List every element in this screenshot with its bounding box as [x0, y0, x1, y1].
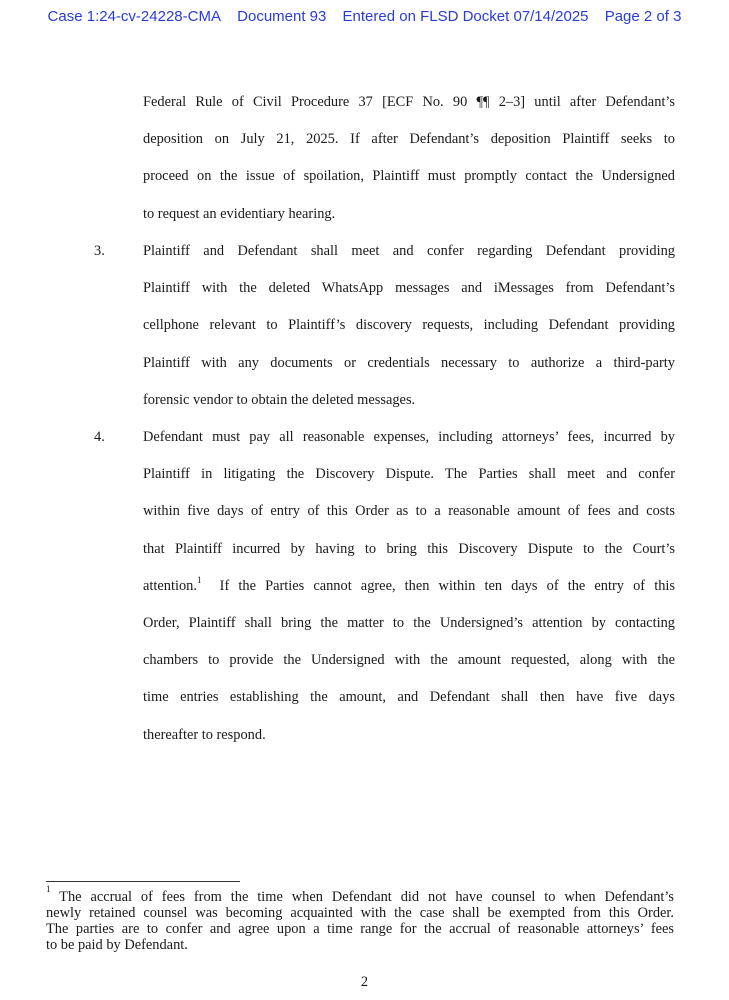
footnote-text: The accrual of fees from the time when Defendant did not have counsel to when Defendant’s [50, 889, 674, 905]
footnote-line: newly retained counsel was becoming acquainted with the case shall be exempted from this Order. [46, 905, 674, 921]
text-line: Plaintiff with any documents or credentials necessary to authorize a third-party [143, 354, 675, 371]
document-number: Document 93 [237, 8, 327, 25]
text-line: cellphone relevant to Plaintiff’s discovery requests, including Defendant providing [143, 317, 675, 334]
paragraph-3 [143, 233, 675, 419]
text-line: Federal Rule of Civil Procedure 37 [ECF No. 90 ¶¶ 2–3] until after Defendant’s [143, 94, 675, 110]
text-line: chambers to provide the Undersigned with the amount requested, along with the [143, 652, 675, 669]
footnote-marker: 1 [46, 884, 51, 895]
text-line-with-footnote [143, 568, 675, 605]
docket-entry: Entered on FLSD Docket 07/14/2025 [342, 8, 589, 25]
text-line: that Plaintiff incurred by having to bring this Discovery Dispute to the Court’s [143, 540, 675, 557]
text-line: within five days of entry of this Order as to a reasonable amount of fees and costs [143, 503, 675, 520]
text-line: thereafter to respond. [143, 726, 266, 743]
footnote-divider [46, 881, 240, 882]
footnote-line [46, 884, 674, 905]
case-number: Case 1:24-cv-24228-CMA [47, 8, 221, 25]
continuation-paragraph [143, 84, 675, 233]
paragraph-3-number: 3. [94, 243, 105, 259]
text-line: forensic vendor to obtain the deleted messages. [143, 391, 416, 408]
text-line: time entries establishing the amount, and Defendant shall then have five days [143, 689, 675, 706]
text-line: Order, Plaintiff shall bring the matter to the Undersigned’s attention by contacting [143, 614, 675, 631]
text-fragment: attention. [143, 577, 197, 594]
text-line: Plaintiff in litigating the Discovery Dispute. The Parties shall meet and confer [143, 466, 675, 483]
text-line: to request an evidentiary hearing. [143, 205, 336, 222]
text-line: deposition on July 21, 2025. If after Defendant’s deposition Plaintiff seeks to [143, 131, 675, 148]
footnote-reference: 1 [196, 574, 202, 585]
text-line: Defendant must pay all reasonable expenses, including attorneys’ fees, incurred by [143, 429, 675, 445]
paragraph-4-number: 4. [94, 429, 105, 445]
text-fragment: If the Parties cannot agree, then within ten days of the entry of this [201, 577, 675, 594]
text-line: Plaintiff and Defendant shall meet and confer regarding Defendant providing [143, 243, 675, 259]
text-line: Plaintiff with the deleted WhatsApp messages and iMessages from Defendant’s [143, 280, 675, 297]
footnote [46, 884, 674, 953]
paragraph-4 [143, 419, 675, 754]
footnote-line: to be paid by Defendant. [46, 937, 188, 953]
text-line: proceed on the issue of spoilation, Plaintiff must promptly contact the Undersigned [143, 168, 675, 185]
page-indicator: Page 2 of 3 [604, 8, 682, 25]
page-number: 2 [360, 974, 369, 990]
footnote-line: The parties are to confer and agree upon a time range for the accrual of reasonable attorneys’ fees [46, 921, 674, 937]
docket-header [0, 8, 729, 25]
